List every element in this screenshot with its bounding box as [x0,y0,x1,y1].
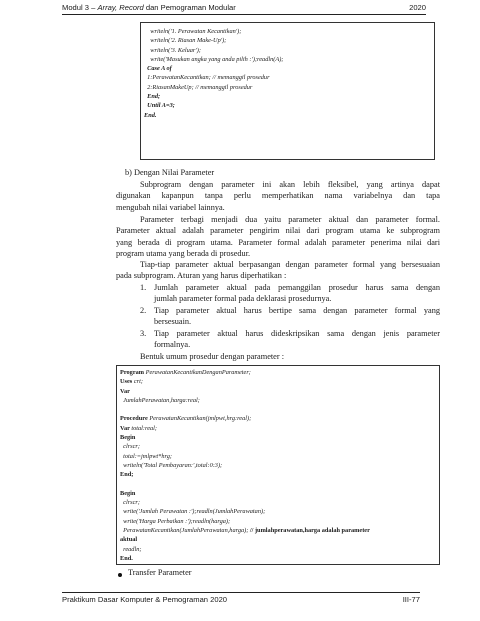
paragraph-line: program utama yang berada di prosedur. [116,249,251,259]
section-b-paragraph-1 [116,179,440,213]
rule-line: bersesuain. [154,317,192,327]
code-line: Program PerawatanKecantikanDenganParameter; [120,369,251,376]
code-line: writeln('3. Keluar'); [144,46,201,54]
code-line: Begin [120,489,136,497]
paragraph-line: Parameter terbagi menjadi dua yaitu parameter aktual dan parameter formal. [140,215,440,224]
code-line: readln; [120,545,142,553]
rule-number: 2. [140,306,147,315]
rule-line: jumlah parameter formal pada deklarasi prosedurnya. [154,294,332,304]
code-line: Var [120,387,130,395]
code-line: End; [120,471,134,479]
paragraph-line: Subprogram dengan parameter ini akan lebih fleksibel, yang artinya dapat [140,180,440,189]
code-line: write('Masukan angka yang anda pilih :');readln(A); [144,55,284,63]
paragraph-line: Tiap-tiap parameter aktual berpasangan dengan parameter formal yang bersesuaian [140,260,440,269]
code-line: writeln('Total Pembayaran:',total:0:3); [120,461,223,469]
code-line: 1:PerawatanKecantikan; // memanggil prosedur [144,74,270,82]
page-header [62,2,426,15]
code-line: 2:RiasanMakeUp; // memanggil prosedur [144,83,253,91]
rule-number: 1. [140,283,147,292]
code-line: aktual [120,536,138,544]
section-b-paragraph-2 [116,214,440,260]
main-code-listing [120,368,370,563]
transfer-heading: Transfer Parameter [128,568,192,577]
main-code-box [116,365,440,565]
rule-line: Tiap parameter aktual harus bertipe sama dengan parameter formal yang [154,306,440,315]
section-b-heading: b) Dengan Nilai Parameter [125,168,215,177]
code-line: writeln('1. Perawatan Kecantikan'); [144,28,242,35]
rule-line: formalnya. [154,340,191,350]
general-form-caption: Bentuk umum prosedur dengan parameter : [140,352,285,361]
bullet-icon [118,573,122,577]
code-line: total:=jmlpwt*hrg; [120,452,172,460]
code-line: Begin [120,434,136,442]
code-line: write('Harga Perbaikan :');readln(harga); [120,517,231,525]
code-line [120,405,370,414]
paragraph-line: mengubah nilai variabel lainnya. [116,202,225,212]
code-line: Var total:real; [120,424,158,432]
code-line: Uses crt; [120,378,143,386]
code-line: JumlahPerawatan,harga:real; [120,396,200,404]
page-footer [62,592,420,607]
code-line: End. [120,554,133,562]
module-title: Modul 3 – Array, Record dan Pemograman Modular [62,3,236,12]
code-line: End. [144,111,157,119]
header-year: 2020 [409,3,426,12]
code-line [120,480,370,489]
paragraph-line: yang berada di program utama. Parameter formal adalah parameter penerima nilai dari [116,237,440,247]
code-line: write('Jumlah Perawatan :');readln(JumlahPerawatan); [120,508,266,516]
footer-course: Praktikum Dasar Komputer & Pemograman 2020 [62,595,228,604]
paragraph-line: digunakan kapanpun tanpa perlu memperhatikan nama variabelnya dan tapa [116,191,440,201]
rule-line: Tiap parameter aktual harus dideskripsikan sama dengan jenis parameter [154,329,440,338]
paragraph-line: Parameter aktual adalah parameter pengirim nilai dari program utama ke subprogram [116,226,440,236]
code-line: clrscr; [120,499,140,507]
rule-line: Jumlah parameter aktual pada pemanggilan prosedur harus sama dengan [154,283,440,292]
rule-number: 3. [140,329,147,338]
paragraph-line: pada subprogram. Aturan yang harus diperhatikan : [116,271,287,281]
top-code-listing [144,27,283,120]
code-line: clrscr; [120,443,140,451]
code-line: Procedure PerawatanKecantikan(jmlpwt,hrg:real); [120,415,252,423]
code-line: End; [144,93,161,101]
section-b-paragraph-3 [116,259,440,282]
page-number: III-77 [402,595,420,604]
code-line: PerawatanKecantikan(JumlahPerawatan,harga); // jumlahperawatan,harga adalah parameter [120,527,370,535]
code-line: writeln('2. Riasan Make-Up'); [144,37,227,45]
code-line: Until A=3; [144,102,175,110]
top-code-box [140,22,435,160]
code-line: Case A of [144,65,172,73]
